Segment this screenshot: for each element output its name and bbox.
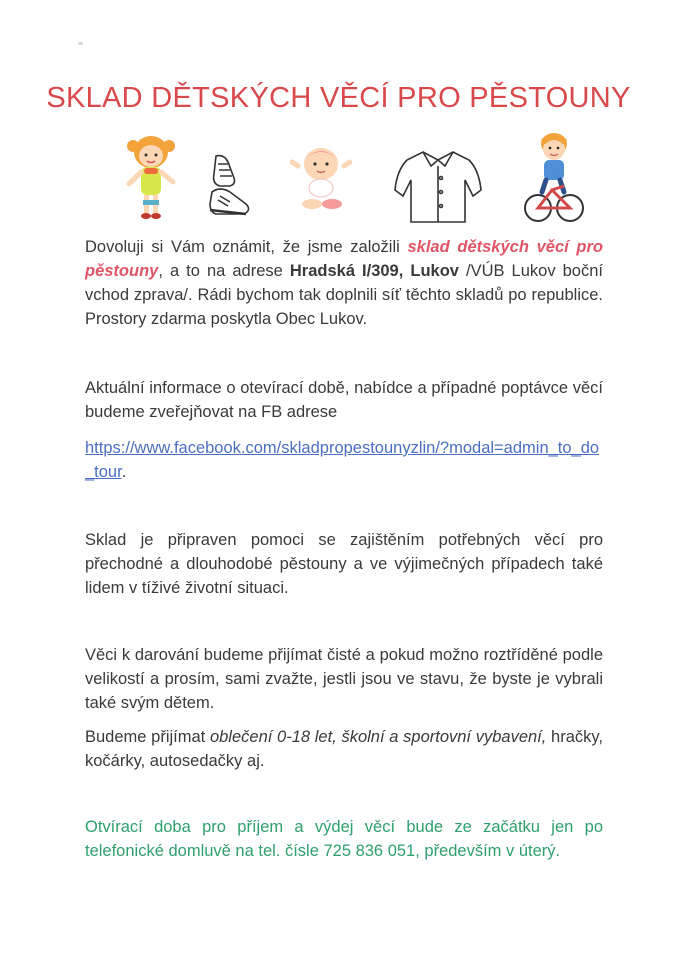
intro-text-1: Dovoluji si Vám oznámit, že jsme založili	[85, 238, 408, 256]
accepted-items-paragraph	[85, 725, 603, 773]
boy-on-bike-illustration-icon	[524, 130, 584, 228]
facebook-link[interactable]: https://www.facebook.com/skladpropestounyzlin/?modal=admin_to_do_tour	[85, 439, 600, 481]
warehouse-name-highlight: sklad dětských věcí pro pěstouny	[85, 238, 603, 280]
address-highlight: Hradská I/309, Lukov	[289, 262, 459, 280]
accepted-items-text-2: hračky, kočárky, autosedačky aj.	[85, 728, 603, 770]
baby-illustration-icon	[290, 144, 352, 214]
help-text: Sklad je připraven pomoci se zajištěním potřebných věcí pro přechodné a dlouhodobé pěstouny a ve výjimečných případech také lidem v tíživé životní situaci.	[85, 531, 603, 597]
shirt-illustration-icon	[393, 146, 483, 226]
page-title: SKLAD DĚTSKÝCH VĚCÍ PRO PĚSTOUNY	[46, 82, 631, 114]
intro-text-2: , a to na adrese	[158, 262, 290, 280]
intro-paragraph	[85, 235, 603, 331]
link-period: .	[121, 463, 127, 481]
illustration-row	[0, 128, 677, 228]
donation-paragraph	[85, 643, 603, 715]
facebook-link-paragraph	[85, 436, 603, 484]
shoes-illustration-icon	[206, 152, 256, 226]
accepted-items-text-1: Budeme přijímat	[85, 728, 210, 746]
opening-hours-text: Otvírací doba pro příjem a výdej věcí bude ze začátku jen po telefonické domluvě na tel. čísle 725 836 051, především v úterý.	[85, 818, 603, 860]
accepted-items-italic: oblečení 0-18 let, školní a sportovní vybavení,	[209, 728, 547, 746]
donation-text: Věci k darování budeme přijímat čisté a pokud možno roztříděné podle velikostí a prosím, sami zvažte, jestli jsou ve stavu, že byste je vybrali také svým dětem.	[85, 646, 603, 712]
info-text: Aktuální informace o otevírací době, nabídce a případné poptávce věcí budeme zveřejňovat na FB adrese	[85, 379, 603, 421]
opening-hours-paragraph	[85, 815, 603, 863]
scan-speck	[78, 42, 83, 45]
info-paragraph	[85, 376, 603, 424]
girl-illustration-icon	[124, 132, 178, 224]
help-paragraph	[85, 528, 603, 600]
intro-text-3: /VÚB Lukov boční vchod zprava/. Rádi bychom tak doplnili síť těchto skladů po republice. Prostory zdarma poskytla Obec Lukov.	[85, 262, 603, 328]
